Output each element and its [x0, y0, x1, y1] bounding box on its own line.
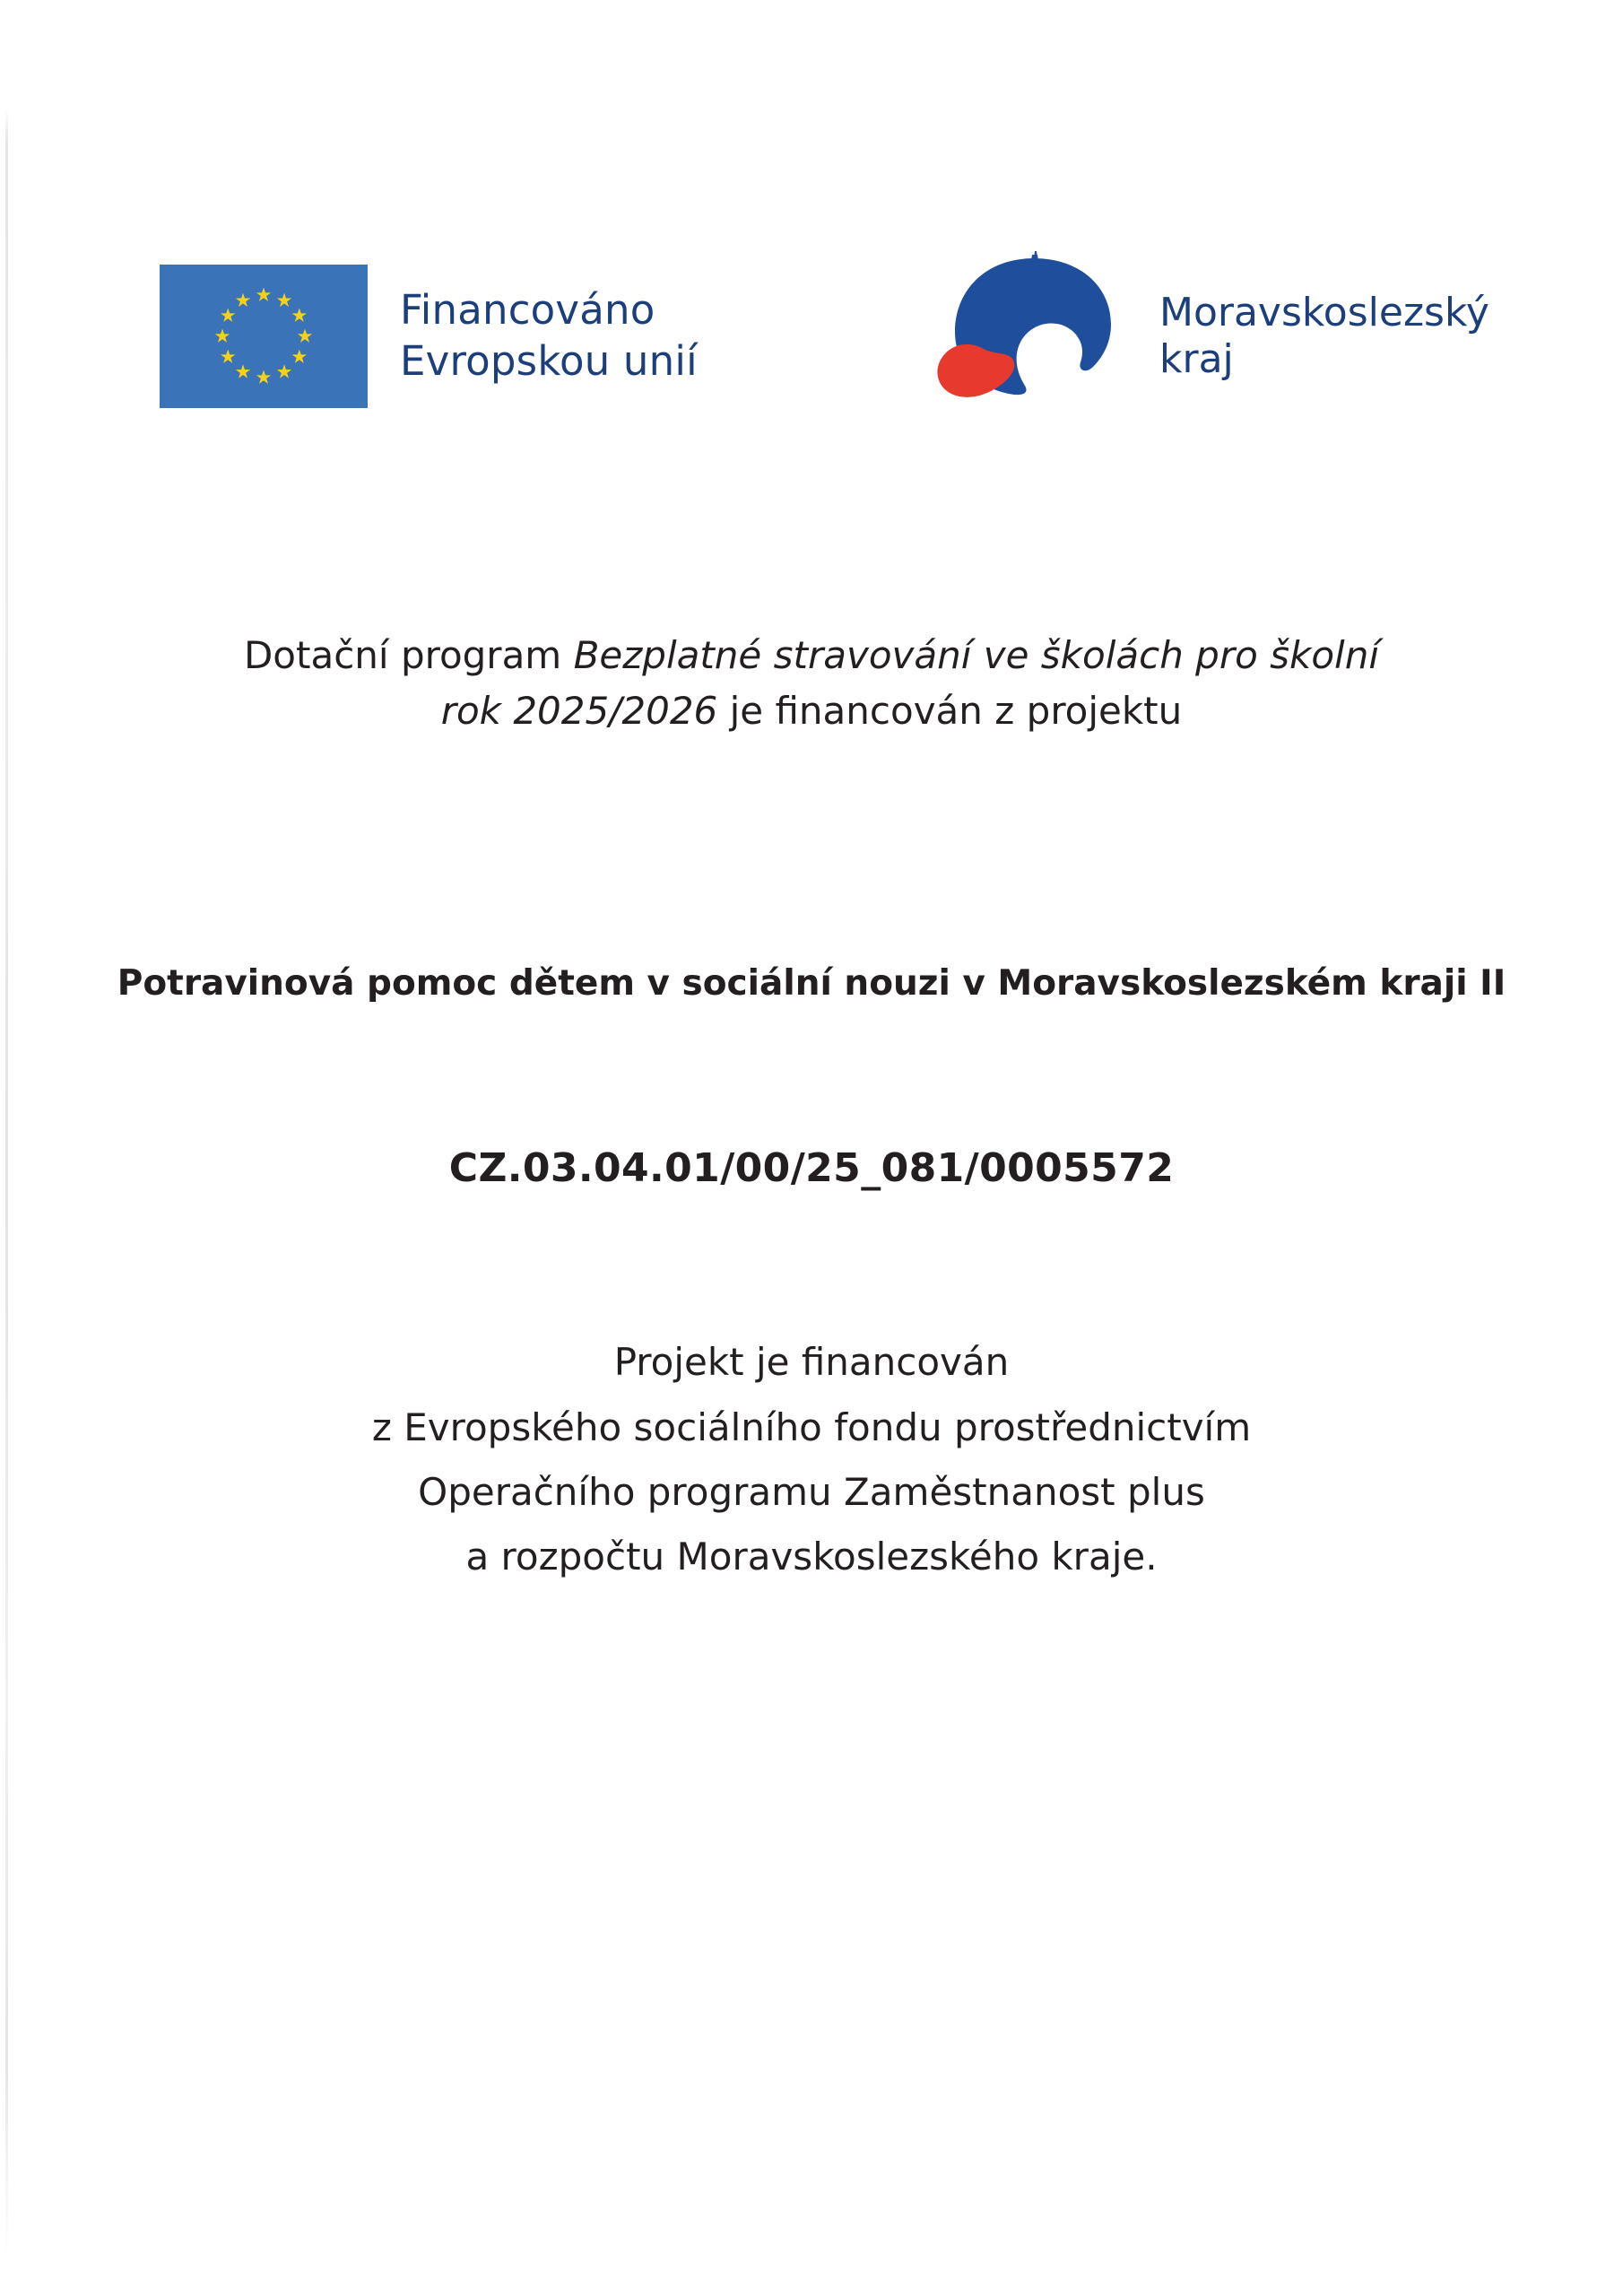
eu-funding-logo	[160, 265, 698, 408]
moravskoslezsky-kraj-logo-icon	[928, 251, 1134, 422]
msk-logo-text	[1159, 290, 1489, 383]
msk-logo	[928, 251, 1489, 422]
eu-flag-icon	[160, 265, 368, 408]
funding-line: z Evropského sociálního fondu prostřednictvím	[371, 1405, 1252, 1449]
intro-before-title: Dotační program	[243, 633, 574, 677]
eu-stars-icon	[160, 265, 368, 408]
eu-logo-line2: Evropskou unií	[400, 337, 698, 385]
project-name: Potravinová pomoc dětem v sociální nouzi v Moravskoslezském kraji II	[117, 963, 1506, 1004]
document-body	[0, 628, 1623, 1589]
funding-statement	[0, 1330, 1623, 1589]
logo-band	[0, 242, 1623, 448]
msk-logo-line1: Moravskoslezský	[1159, 290, 1489, 336]
funding-line: Projekt je financován	[613, 1340, 1010, 1385]
program-title: Bezplatné stravování ve školách pro školní rok 2025/2026	[440, 633, 1380, 734]
intro-after-title: je financován z projektu	[717, 689, 1183, 734]
eu-logo-text	[400, 285, 698, 387]
funding-line: Operačního programu Zaměstnanost plus	[418, 1469, 1205, 1514]
project-code: CZ.03.04.01/00/25_081/0005572	[448, 1145, 1175, 1192]
intro-paragraph	[229, 628, 1394, 739]
eu-logo-line1: Financováno	[400, 286, 655, 335]
msk-logo-line2: kraj	[1159, 336, 1234, 382]
funding-line: a rozpočtu Moravskoslezského kraje.	[465, 1535, 1158, 1579]
